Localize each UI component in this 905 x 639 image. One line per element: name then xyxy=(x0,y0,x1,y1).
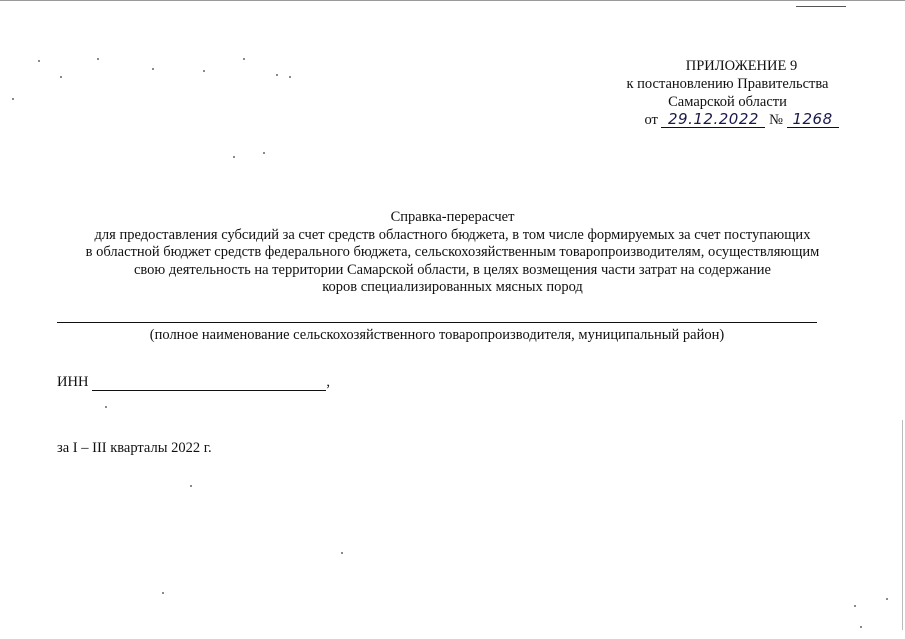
certificate-desc-line-1: для предоставления субсидий за счет средств областного бюджета, в том числе формируемых за счет поступающих xyxy=(94,226,811,243)
certificate-title: Справка-перерасчет xyxy=(390,209,515,225)
appendix-title: ПРИЛОЖЕНИЕ 9 xyxy=(685,58,798,74)
appendix-date-line xyxy=(600,111,855,129)
scan-top-border xyxy=(0,0,905,1)
certificate-desc-line-4: коров специализированных мясных пород xyxy=(322,279,583,295)
reporting-period: за I – III кварталы 2022 г. xyxy=(57,440,212,456)
scan-right-edge xyxy=(902,420,903,630)
producer-name-caption: (полное наименование сельскохозяйственного товаропроизводителя, муниципальный район) xyxy=(149,327,725,343)
appendix-line-resolution: к постановлению Правительства xyxy=(626,76,829,92)
inn-row xyxy=(57,374,330,391)
certificate-desc-line-2: в областной бюджет средств федерального бюджета, сельскохозяйственным товаропроизводителям, осуществляющим xyxy=(85,244,820,260)
producer-name-field[interactable] xyxy=(57,322,817,323)
certificate-desc-line-3: свою деятельность на территории Самарской области, в целях возмещения части затрат на содержание xyxy=(133,261,771,278)
appendix-header xyxy=(600,57,855,129)
inn-field[interactable] xyxy=(92,376,326,391)
inn-label: ИНН xyxy=(57,374,89,390)
handwritten-number: 1268 xyxy=(787,112,839,128)
certificate-title-block xyxy=(40,209,865,297)
inn-suffix: , xyxy=(326,374,331,390)
scan-top-mark xyxy=(796,6,846,7)
handwritten-date: 29.12.2022 xyxy=(661,112,765,128)
number-prefix: № xyxy=(769,112,783,128)
date-prefix: от xyxy=(644,112,658,128)
appendix-line-region: Самарской области xyxy=(668,94,787,110)
